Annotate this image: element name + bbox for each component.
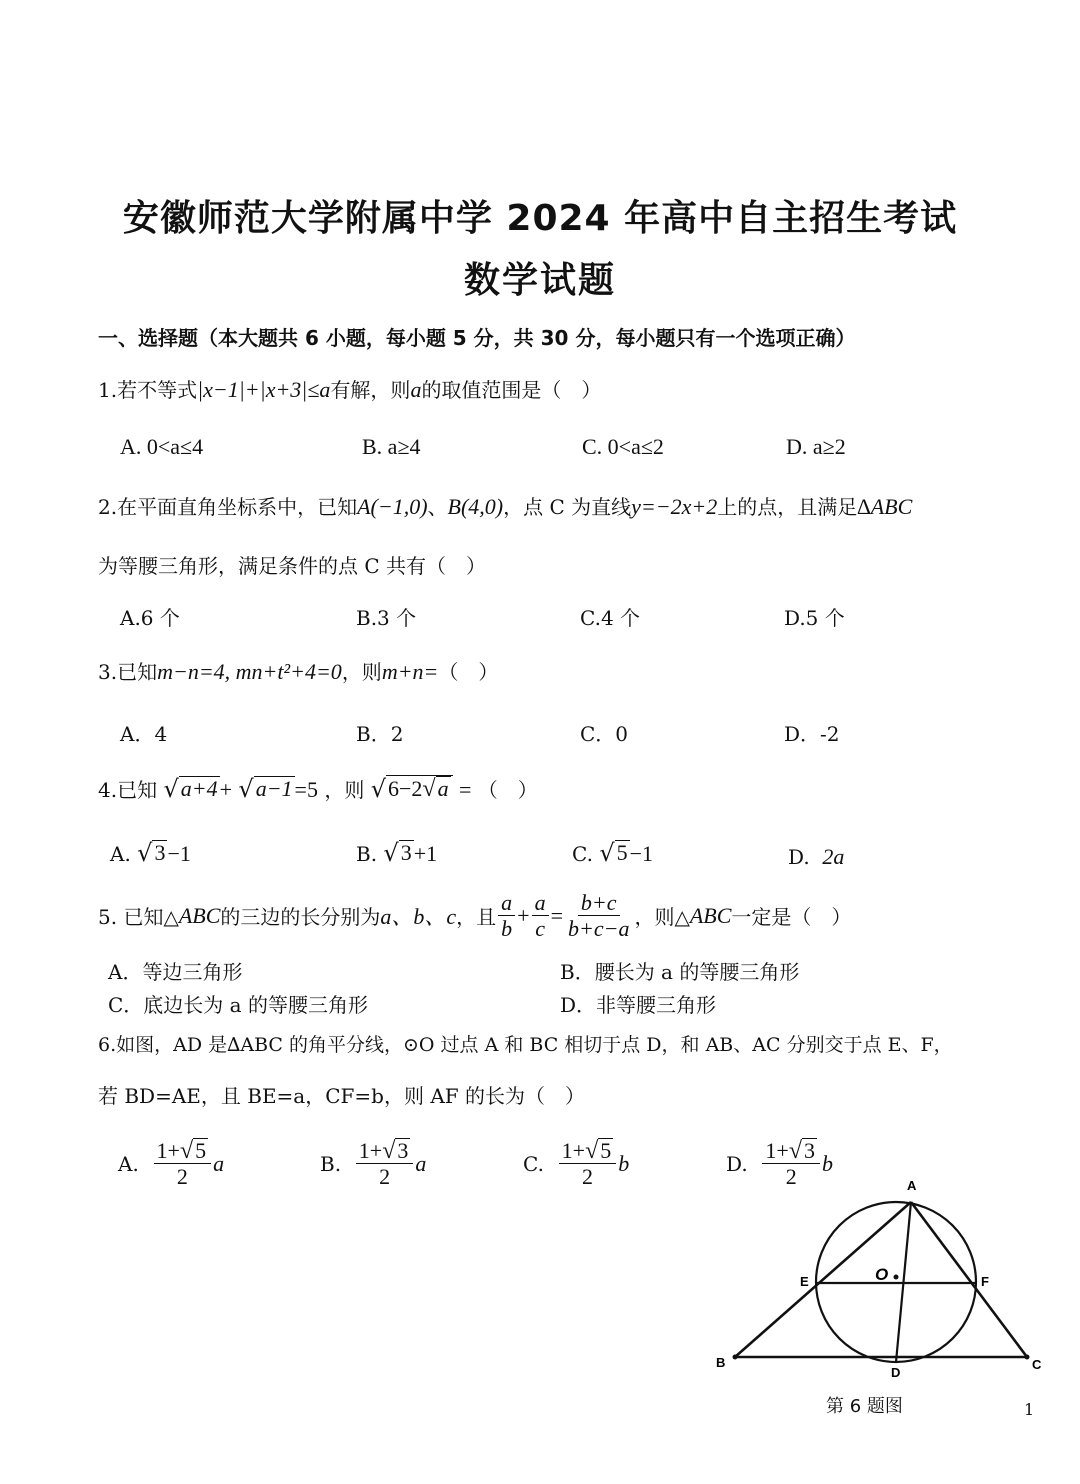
exam-subtitle: 数学试题 [463, 260, 616, 301]
q5-text: ，且 [456, 905, 497, 930]
q4-text: （ ） [477, 778, 538, 802]
q6-geometry-figure [700, 1170, 1050, 1380]
label-f: F [981, 1274, 989, 1289]
segment-ac [911, 1202, 1027, 1357]
center-o-dot [894, 1275, 899, 1280]
q5-option-a[interactable]: A．等边三角形 [108, 960, 243, 984]
exam-title: 安徽师范大学附属中学 2024 年高中自主招生考试 [122, 198, 958, 239]
q5-option-d[interactable]: D．非等腰三角形 [560, 993, 717, 1017]
q1-option-c[interactable]: C. 0<a≤2 [582, 434, 664, 459]
label-b: B [716, 1355, 726, 1370]
q2-option-d[interactable]: D.5 个 [784, 606, 845, 630]
q5-triangle-2: ABC [689, 902, 732, 928]
label-d: D [891, 1365, 901, 1380]
q3-option-b[interactable]: B．2 [356, 722, 404, 746]
q2-point-b: B(4,0) [447, 494, 504, 519]
label-c: C [1032, 1357, 1042, 1372]
q1-option-a[interactable]: A. 0<a≤4 [120, 434, 204, 459]
question-5: 5. 已知△ ABC 的三边的长分别为 a、b、c ，且 $\frac{a}{b}$ + $\frac{a}{c}$ = $\frac{b+c}{b+c-a}$ ，则△ ABC 一定是（ ） [98, 890, 852, 942]
q4-radical-3: √ 6−2 √ a [371, 775, 453, 801]
q3-expression: m−n=4, mn+t²+4=0 [157, 659, 342, 684]
q1-text: 的取值范围是（ ） [421, 378, 602, 402]
section-heading: 一、选择题（本大题共 6 小题，每小题 5 分，共 30 分，每小题只有一个选项正确） [98, 326, 856, 350]
q5-triangle: ABC [178, 902, 221, 928]
q6-option-d[interactable]: D. 1+ √ 3 2 b [726, 1138, 833, 1190]
q6-option-b[interactable]: B. 1+ √ 3 2 a [320, 1138, 427, 1190]
q2-text: 、 [427, 495, 448, 519]
question-3 [98, 656, 498, 685]
q1-expression: |x−1|+|x+3|≤a [197, 377, 331, 402]
q4-equals-2: = [458, 777, 472, 802]
q6-line-2: 若 BD=AE，且 BE=a，CF=b，则 AF 的长为（ ） [98, 1084, 586, 1108]
q5-sides: a、b、c [380, 904, 457, 930]
q2-text: 2.在平面直角坐标系中，已知 [98, 495, 358, 519]
q6-option-a[interactable]: A. 1+ √ 5 2 a [118, 1138, 225, 1190]
label-o: O [875, 1265, 889, 1284]
q4-radical-2: √ a−1 [238, 775, 293, 803]
q4-text: 4.已知 [98, 778, 158, 802]
question-4: 4.已知 √ a+4 + √ a−1 =5 ，则 √ 6−2 √ a = （ ） [98, 775, 538, 803]
q3-text: 3.已知 [98, 660, 158, 684]
q3-option-c[interactable]: C．0 [580, 722, 629, 746]
q2-text: 上的点，且满足 [717, 495, 858, 519]
q5-text: 5. 已知△ [98, 905, 179, 930]
q5-fraction-1: $\frac{a}{b}$ [498, 890, 515, 942]
q4-equals: =5 [294, 777, 318, 802]
question-6: 6.如图，AD 是∆ABC 的角平分线，⊙O 过点 A 和 BC 相切于点 D，和 AB、AC 分别交于点 E、F， [98, 1034, 953, 1056]
label-e: E [800, 1274, 809, 1289]
q5-option-b[interactable]: B．腰长为 a 的等腰三角形 [560, 960, 800, 984]
q2-triangle: ∆ABC [857, 494, 913, 519]
q5-fraction-2: $\frac{a}{c}$ [532, 890, 549, 942]
q2-option-c[interactable]: C.4 个 [580, 606, 641, 630]
q3-option-d[interactable]: D．-2 [784, 722, 840, 746]
q4-option-a[interactable]: A. √ 3 −1 [110, 839, 191, 868]
q5-text: ，则△ [634, 905, 690, 930]
q1-option-b[interactable]: B. a≥4 [362, 434, 421, 459]
label-a: A [907, 1178, 917, 1193]
q2-point-a: A(−1,0) [357, 494, 428, 519]
q3-text: ，则 [341, 660, 382, 684]
q2-option-b[interactable]: B.3 个 [356, 606, 417, 630]
q1-option-d[interactable]: D. a≥2 [786, 434, 846, 459]
q4-option-c[interactable]: C. √ 5 −1 [572, 839, 654, 868]
point-c-dot [1025, 1355, 1030, 1360]
q4-radical-1: √ a+4 [163, 775, 218, 803]
q3-expression-2: m+n= [381, 659, 439, 684]
q1-text: 1.若不等式 [98, 378, 198, 402]
q2-line-equation: y=−2x+2 [631, 494, 718, 519]
q4-option-b[interactable]: B. √ 3 +1 [356, 839, 438, 868]
question-1 [98, 374, 601, 403]
q5-text: 的三边的长分别为 [220, 905, 381, 930]
q3-text: （ ） [438, 660, 499, 684]
q2-line-2: 为等腰三角形，满足条件的点 C 共有（ ） [98, 554, 487, 578]
question-2 [98, 491, 912, 520]
figure-caption: 第 6 题图 [826, 1396, 903, 1417]
q4-option-d[interactable]: D. 2a [788, 844, 845, 869]
q5-text: 一定是（ ） [731, 905, 852, 930]
page-number: 1 [1024, 1400, 1035, 1419]
q2-option-a[interactable]: A.6 个 [120, 606, 180, 630]
q1-variable: a [410, 377, 422, 402]
q2-text: ，点 C 为直线 [503, 495, 632, 519]
q3-option-a[interactable]: A．4 [120, 722, 168, 746]
q4-text: ，则 [324, 778, 365, 802]
q1-text: 有解，则 [330, 378, 411, 402]
q5-fraction-3: $\frac{b+c}{b+c-a}$ [568, 890, 630, 942]
q5-option-c[interactable]: C．底边长为 a 的等腰三角形 [108, 993, 368, 1017]
point-b-dot [733, 1355, 738, 1360]
q6-option-c[interactable]: C. 1+ √ 5 2 b [523, 1138, 630, 1190]
